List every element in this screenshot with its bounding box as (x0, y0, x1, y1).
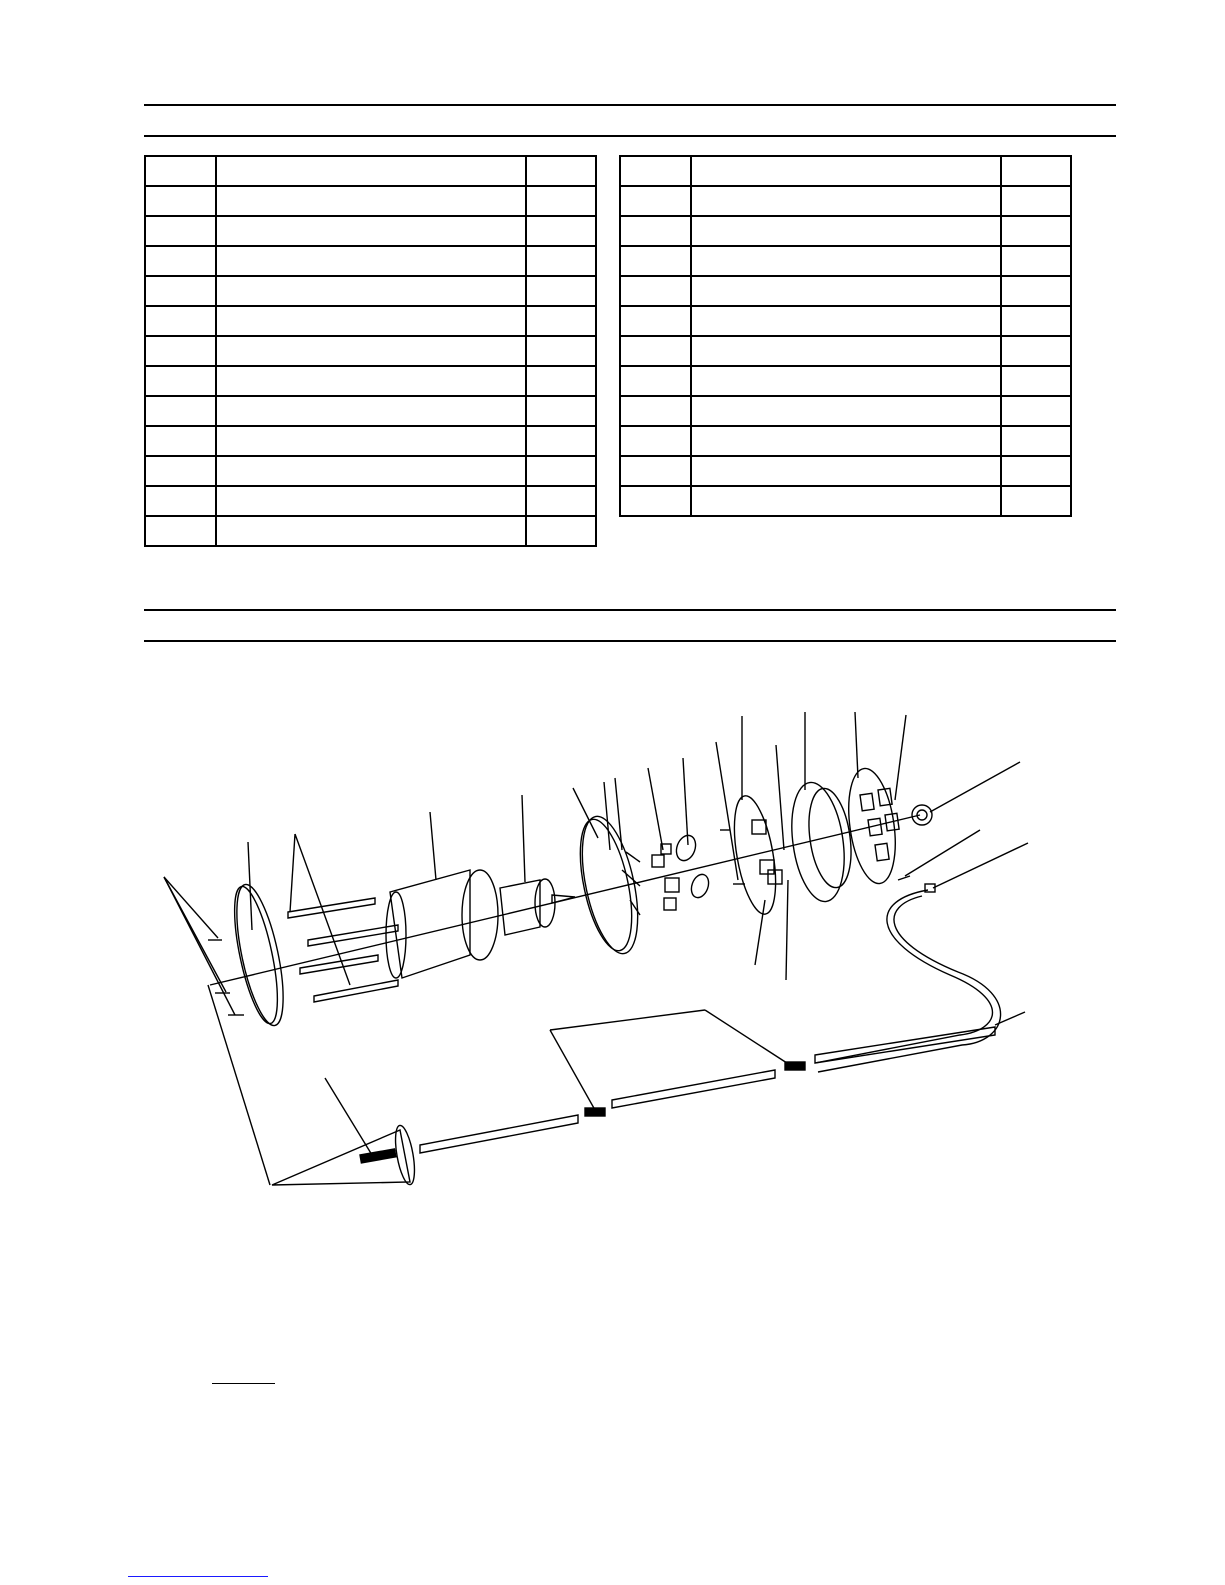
end-cap-disc (227, 881, 292, 1029)
parts-table-row (620, 336, 1071, 366)
circuit-board-disc-inner (571, 815, 642, 955)
parts-cell-qty (1001, 336, 1071, 366)
spike-thread (360, 1149, 396, 1163)
parts-cell-qty (1001, 246, 1071, 276)
parts-cell-description (691, 216, 1001, 246)
parts-cell-description (691, 186, 1001, 216)
component-block (665, 878, 679, 892)
parts-cell-description (216, 246, 526, 276)
parts-table-row (620, 456, 1071, 486)
parts-cell-no (145, 216, 216, 246)
leader-line (430, 812, 436, 880)
parts-cell-no (145, 366, 216, 396)
parts-table-row (145, 186, 596, 216)
parts-cell-description (216, 516, 526, 546)
parts-cell-description (216, 216, 526, 246)
end-cap-disc-inner (226, 883, 286, 1027)
leader-line (855, 712, 858, 778)
section-rule-top-2 (144, 135, 1116, 137)
cable (815, 890, 993, 1063)
parts-cell-description (691, 276, 1001, 306)
leader-line (776, 745, 784, 850)
parts-cell-qty (1001, 396, 1071, 426)
parts-table-row (145, 336, 596, 366)
solar-cell (860, 793, 874, 811)
stake-pole (420, 1115, 578, 1153)
parts-cell-description (691, 396, 1001, 426)
parts-table-row (145, 516, 596, 546)
parts-cell-qty (1001, 156, 1071, 186)
parts-cell-qty (1001, 306, 1071, 336)
section-rule-mid-1 (144, 609, 1116, 611)
parts-cell-no (620, 306, 691, 336)
switch-knob (688, 872, 711, 900)
parts-table-row (145, 156, 596, 186)
parts-table-row (620, 276, 1071, 306)
parts-cell-no (145, 516, 216, 546)
strip-bar (314, 980, 398, 1002)
parts-cell-no (145, 276, 216, 306)
parts-cell-qty (526, 186, 596, 216)
parts-cell-no (145, 396, 216, 426)
parts-cell-qty (526, 366, 596, 396)
parts-cell-qty (1001, 366, 1071, 396)
parts-table-row (620, 246, 1071, 276)
component-block (760, 860, 774, 874)
section-rule-top-1 (144, 104, 1116, 106)
parts-cell-qty (1001, 486, 1071, 516)
ring-knob (912, 805, 932, 825)
parts-table-left (144, 155, 597, 547)
parts-cell-description (216, 336, 526, 366)
parts-table-row (620, 396, 1071, 426)
parts-cell-qty (1001, 186, 1071, 216)
parts-table-row (620, 366, 1071, 396)
parts-cell-qty (526, 276, 596, 306)
parts-cell-no (620, 366, 691, 396)
parts-cell-qty (526, 516, 596, 546)
parts-cell-qty (1001, 216, 1071, 246)
parts-cell-no (145, 186, 216, 216)
parts-table-row (145, 456, 596, 486)
parts-cell-description (691, 246, 1001, 276)
parts-cell-description (691, 456, 1001, 486)
solar-cell (875, 843, 889, 861)
parts-cell-qty (526, 486, 596, 516)
strip-bar (300, 955, 378, 974)
parts-cell-qty (526, 156, 596, 186)
parts-table-row (145, 216, 596, 246)
parts-table-right (619, 155, 1072, 517)
parts-cell-description (691, 156, 1001, 186)
parts-cell-no (620, 336, 691, 366)
parts-cell-qty (526, 216, 596, 246)
parts-cell-no (145, 306, 216, 336)
leader-line (905, 830, 980, 876)
parts-table-row (620, 486, 1071, 516)
parts-table-row (620, 186, 1071, 216)
parts-cell-description (216, 276, 526, 306)
parts-cell-no (145, 336, 216, 366)
parts-table-row (145, 246, 596, 276)
parts-cell-no (620, 456, 691, 486)
switch-knob (673, 833, 699, 864)
housing-cylinder (390, 870, 470, 978)
parts-table-row (620, 216, 1071, 246)
parts-cell-no (620, 276, 691, 306)
parts-cell-description (691, 336, 1001, 366)
parts-table-row (145, 276, 596, 306)
parts-cell-qty (1001, 426, 1071, 456)
parts-cell-qty (1001, 276, 1071, 306)
parts-cell-description (691, 366, 1001, 396)
leader-line (716, 742, 738, 880)
leader-line (615, 778, 622, 850)
component-block (752, 820, 766, 834)
parts-cell-no (145, 246, 216, 276)
text-underline (212, 1383, 275, 1384)
parts-cell-qty (526, 306, 596, 336)
parts-cell-no (145, 426, 216, 456)
parts-cell-qty (526, 336, 596, 366)
parts-cell-no (620, 396, 691, 426)
leader-line (604, 782, 610, 850)
leader-line (895, 715, 906, 800)
parts-table-row (620, 426, 1071, 456)
parts-table-row (145, 426, 596, 456)
parts-cell-description (216, 396, 526, 426)
link-underline (128, 1576, 268, 1577)
parts-table-row (145, 366, 596, 396)
leader-line (522, 795, 525, 882)
parts-cell-qty (526, 426, 596, 456)
parts-cell-description (216, 456, 526, 486)
parts-cell-no (620, 186, 691, 216)
leader-line (930, 762, 1020, 812)
parts-cell-qty (1001, 456, 1071, 486)
section-rule-mid-2 (144, 640, 1116, 642)
parts-cell-qty (526, 396, 596, 426)
parts-cell-no (145, 486, 216, 516)
parts-cell-description (216, 186, 526, 216)
strip-bar (288, 898, 375, 918)
parts-cell-description (691, 426, 1001, 456)
parts-cell-no (620, 246, 691, 276)
parts-table-row (145, 306, 596, 336)
parts-cell-no (620, 426, 691, 456)
parts-cell-qty (526, 246, 596, 276)
parts-cell-description (216, 486, 526, 516)
parts-cell-no (620, 216, 691, 246)
parts-cell-description (691, 306, 1001, 336)
parts-cell-no (620, 156, 691, 186)
parts-cell-no (620, 486, 691, 516)
parts-cell-description (216, 306, 526, 336)
parts-cell-description (216, 366, 526, 396)
parts-table-row (620, 156, 1071, 186)
component-block (664, 898, 676, 910)
parts-cell-no (145, 156, 216, 186)
leader-line (683, 758, 688, 845)
leader-line (164, 877, 235, 1015)
leader-line (648, 768, 663, 850)
parts-cell-qty (526, 456, 596, 486)
parts-cell-description (216, 426, 526, 456)
component-block (652, 855, 664, 867)
parts-table-row (620, 306, 1071, 336)
exploded-view-diagram (140, 700, 1060, 1210)
parts-table-row (145, 486, 596, 516)
parts-table-row (145, 396, 596, 426)
parts-cell-description (216, 156, 526, 186)
stake-pole (612, 1070, 775, 1108)
parts-cell-no (145, 456, 216, 486)
housing-cylinder-rim (462, 870, 498, 960)
parts-cell-description (691, 486, 1001, 516)
leader-line (290, 834, 295, 912)
leader-line (786, 880, 788, 980)
